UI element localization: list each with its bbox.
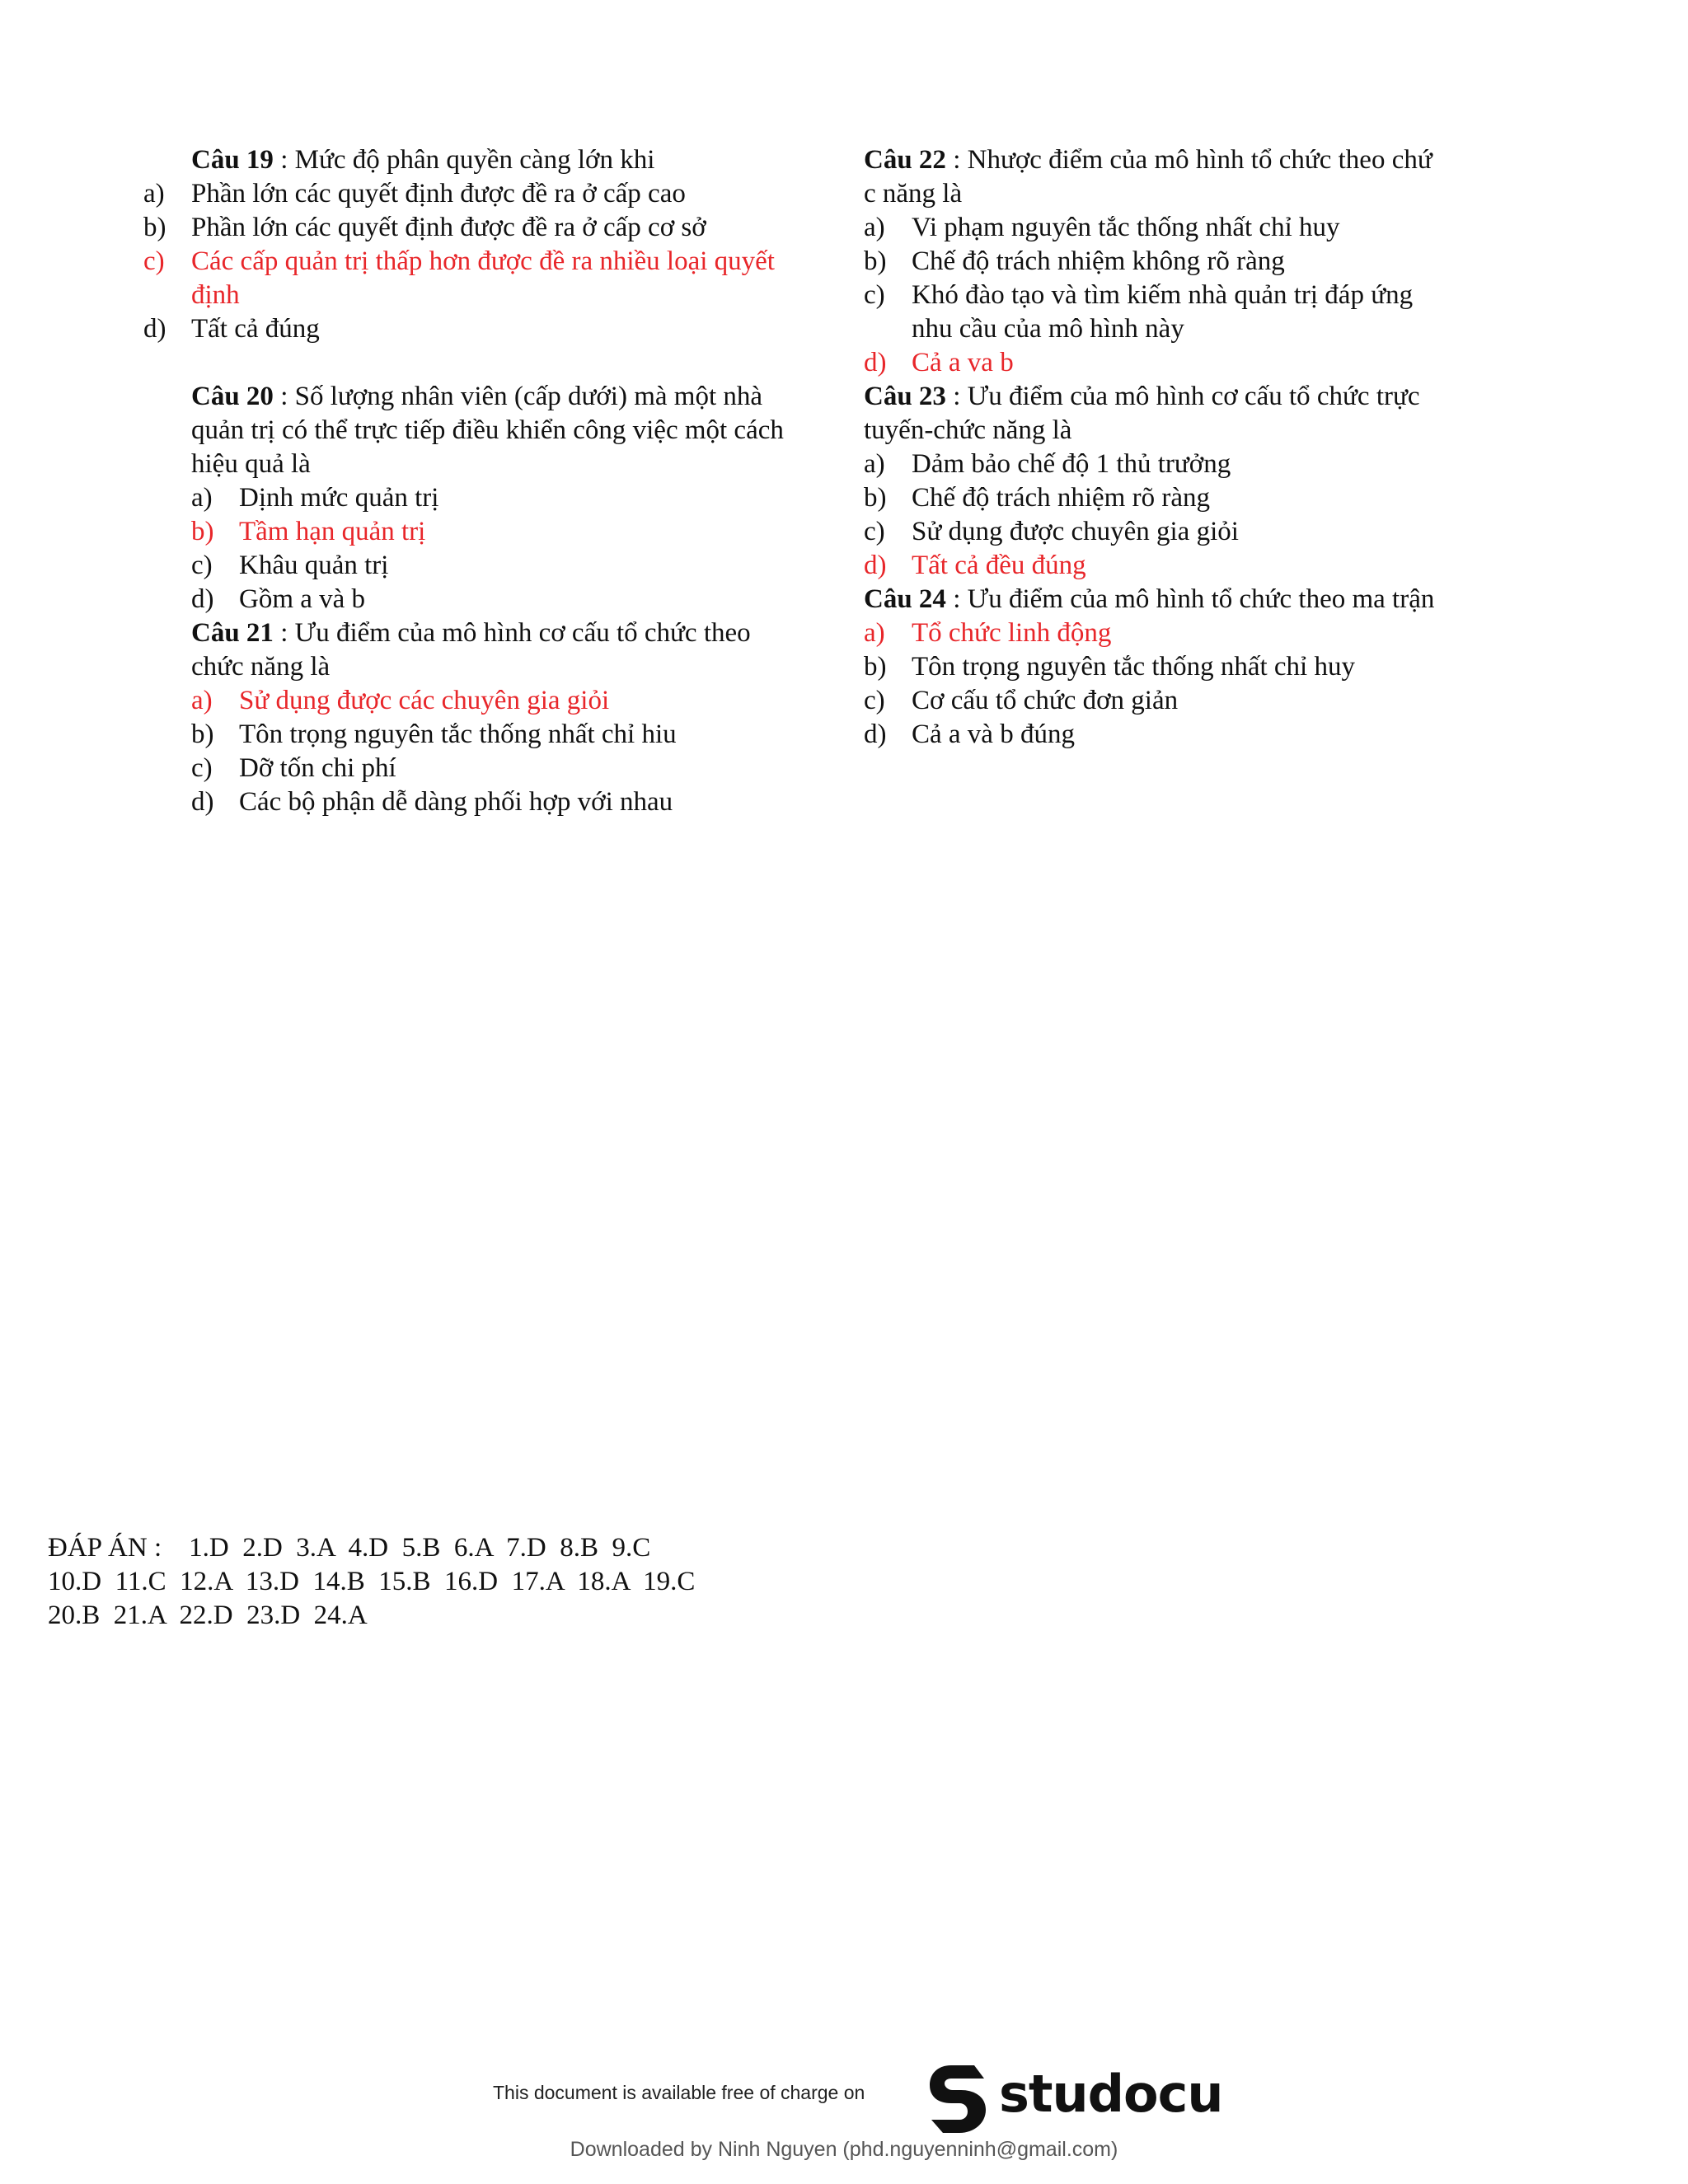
options-24 [864, 616, 1441, 752]
option-text: Dỡ tốn chi phí [239, 753, 396, 783]
option-marker: c) [191, 753, 213, 783]
option-20-c [191, 549, 785, 583]
option-24-c [864, 684, 1441, 718]
option-text: Vi phạm nguyên tắc thống nhất chỉ huy [912, 213, 1340, 242]
option-20-b-correct [191, 515, 785, 549]
option-text: Sử dụng được các chuyên gia giỏi [239, 686, 610, 715]
option-text: Phần lớn các quyết định được đề ra ở cấp cơ sở [191, 213, 706, 242]
question-text: : Ưu điểm của mô hình cơ cấu tổ chức trực tuyến-chức năng là [864, 382, 1420, 445]
question-label: Câu 22 [864, 145, 946, 175]
option-text: Tất cả đúng [191, 314, 320, 344]
options-23 [864, 448, 1441, 583]
option-marker: d) [864, 551, 887, 580]
question-label: Câu 24 [864, 584, 946, 614]
option-text: Dịnh mức quản trị [239, 483, 439, 513]
option-24-b [864, 650, 1441, 684]
option-marker: d) [143, 314, 166, 344]
option-marker: a) [864, 213, 885, 242]
option-text: Tất cả đều đúng [912, 551, 1086, 580]
question-21 [191, 616, 785, 684]
option-marker: d) [191, 787, 214, 817]
option-text: Sử dụng được chuyên gia giỏi [912, 517, 1239, 546]
option-22-d-correct [864, 346, 1441, 380]
option-22-a [864, 211, 1441, 245]
option-23-d-correct [864, 549, 1441, 583]
option-21-c [191, 752, 785, 785]
option-22-b [864, 245, 1441, 279]
options-21 [191, 684, 785, 819]
question-label: Câu 19 [191, 145, 274, 175]
option-21-d [191, 785, 785, 819]
option-text: Gồm a và b [239, 584, 366, 614]
option-marker: b) [864, 652, 887, 682]
option-marker: b) [143, 213, 166, 242]
question-19 [191, 143, 785, 177]
option-text: Các bộ phận dễ dàng phối hợp với nhau [239, 787, 673, 817]
option-marker: b) [864, 483, 887, 513]
right-column [864, 143, 1441, 752]
option-marker: d) [864, 719, 887, 749]
option-text: Các cấp quản trị thấp hơn được đề ra nhiều loại quyết định [191, 246, 775, 310]
options-22 [864, 211, 1441, 380]
option-text: Khâu quản trị [239, 551, 389, 580]
option-21-b [191, 718, 785, 752]
option-24-d [864, 718, 1441, 752]
studocu-wordmark: studocu [999, 2064, 1223, 2124]
option-marker: c) [864, 686, 885, 715]
option-24-a-correct [864, 616, 1441, 650]
question-text: : Số lượng nhân viên (cấp dưới) mà một nhà quản trị có thể trực tiếp điều khiển công việc một cách hiệu quả là [191, 382, 784, 479]
option-23-a [864, 448, 1441, 481]
option-marker: a) [864, 449, 885, 479]
option-marker: d) [191, 584, 214, 614]
option-19-b [143, 211, 785, 245]
option-23-c [864, 515, 1441, 549]
question-22 [864, 143, 1441, 211]
downloaded-by-text: Downloaded by Ninh Nguyen (phd.nguyenninh@gmail.com) [570, 2138, 1118, 2161]
question-label: Câu 20 [191, 382, 274, 411]
studocu-logo-link[interactable] [923, 2059, 1223, 2138]
question-23 [864, 380, 1441, 448]
left-column [143, 143, 785, 819]
option-marker: b) [191, 517, 214, 546]
option-marker: c) [864, 517, 885, 546]
option-text: Tầm hạn quản trị [239, 517, 426, 546]
option-text: Tôn trọng nguyên tắc thống nhất chỉ huy [912, 652, 1355, 682]
option-text: Chế độ trách nhiệm rõ ràng [912, 483, 1210, 513]
availability-text: This document is available free of charge on [493, 2082, 865, 2103]
option-text: Chế độ trách nhiệm không rõ ràng [912, 246, 1285, 276]
option-marker: a) [143, 179, 165, 209]
answer-key: ĐÁP ÁN : 1.D 2.D 3.A 4.D 5.B 6.A 7.D 8.B 9.C 10.D 11.C 12.A 13.D 14.B 15.B 16.D 17.A 18.A 19.C 20.B 21.A 22.D 23.D 24.A [48, 1533, 696, 1630]
question-24 [864, 583, 1441, 616]
option-19-d [143, 312, 785, 346]
option-marker: a) [191, 483, 213, 513]
option-20-d [191, 583, 785, 616]
options-19 [143, 177, 785, 346]
option-20-a [191, 481, 785, 515]
option-marker: a) [864, 618, 885, 648]
question-label: Câu 23 [864, 382, 946, 411]
footer [0, 2044, 1688, 2184]
option-text: Cả a va b [912, 348, 1014, 377]
question-text: : Ưu điểm của mô hình tổ chức theo ma trận [945, 584, 1435, 614]
option-21-a-correct [191, 684, 785, 718]
question-text: : Nhược điểm của mô hình tổ chức theo chứ c năng là [864, 145, 1432, 209]
option-text: Cơ cấu tổ chức đơn giản [912, 686, 1179, 715]
option-22-c [864, 279, 1441, 346]
option-text: Tôn trọng nguyên tắc thống nhất chỉ hiu [239, 719, 677, 749]
studocu-logo-icon [923, 2059, 992, 2138]
question-20 [191, 380, 785, 481]
option-text: Phần lớn các quyết định được đề ra ở cấp cao [191, 179, 686, 209]
option-text: Khó đào tạo và tìm kiếm nhà quản trị đáp ứng nhu cầu của mô hình này [912, 280, 1414, 344]
question-text: : Mức độ phân quyền càng lớn khi [273, 145, 655, 175]
question-label: Câu 21 [191, 618, 274, 648]
option-19-c-correct [143, 245, 785, 312]
option-marker: c) [864, 280, 885, 310]
option-marker: b) [864, 246, 887, 276]
spacer [191, 346, 785, 380]
options-20 [191, 481, 785, 616]
option-23-b [864, 481, 1441, 515]
option-text: Cả a và b đúng [912, 719, 1075, 749]
option-text: Tổ chức linh động [912, 618, 1112, 648]
option-marker: d) [864, 348, 887, 377]
option-text: Dảm bảo chế độ 1 thủ trưởng [912, 449, 1231, 479]
option-marker: b) [191, 719, 214, 749]
option-marker: a) [191, 686, 213, 715]
option-19-a [143, 177, 785, 211]
option-marker: c) [191, 551, 213, 580]
option-marker: c) [143, 246, 165, 276]
question-text: : Ưu điểm của mô hình cơ cấu tổ chức theo chức năng là [191, 618, 751, 682]
